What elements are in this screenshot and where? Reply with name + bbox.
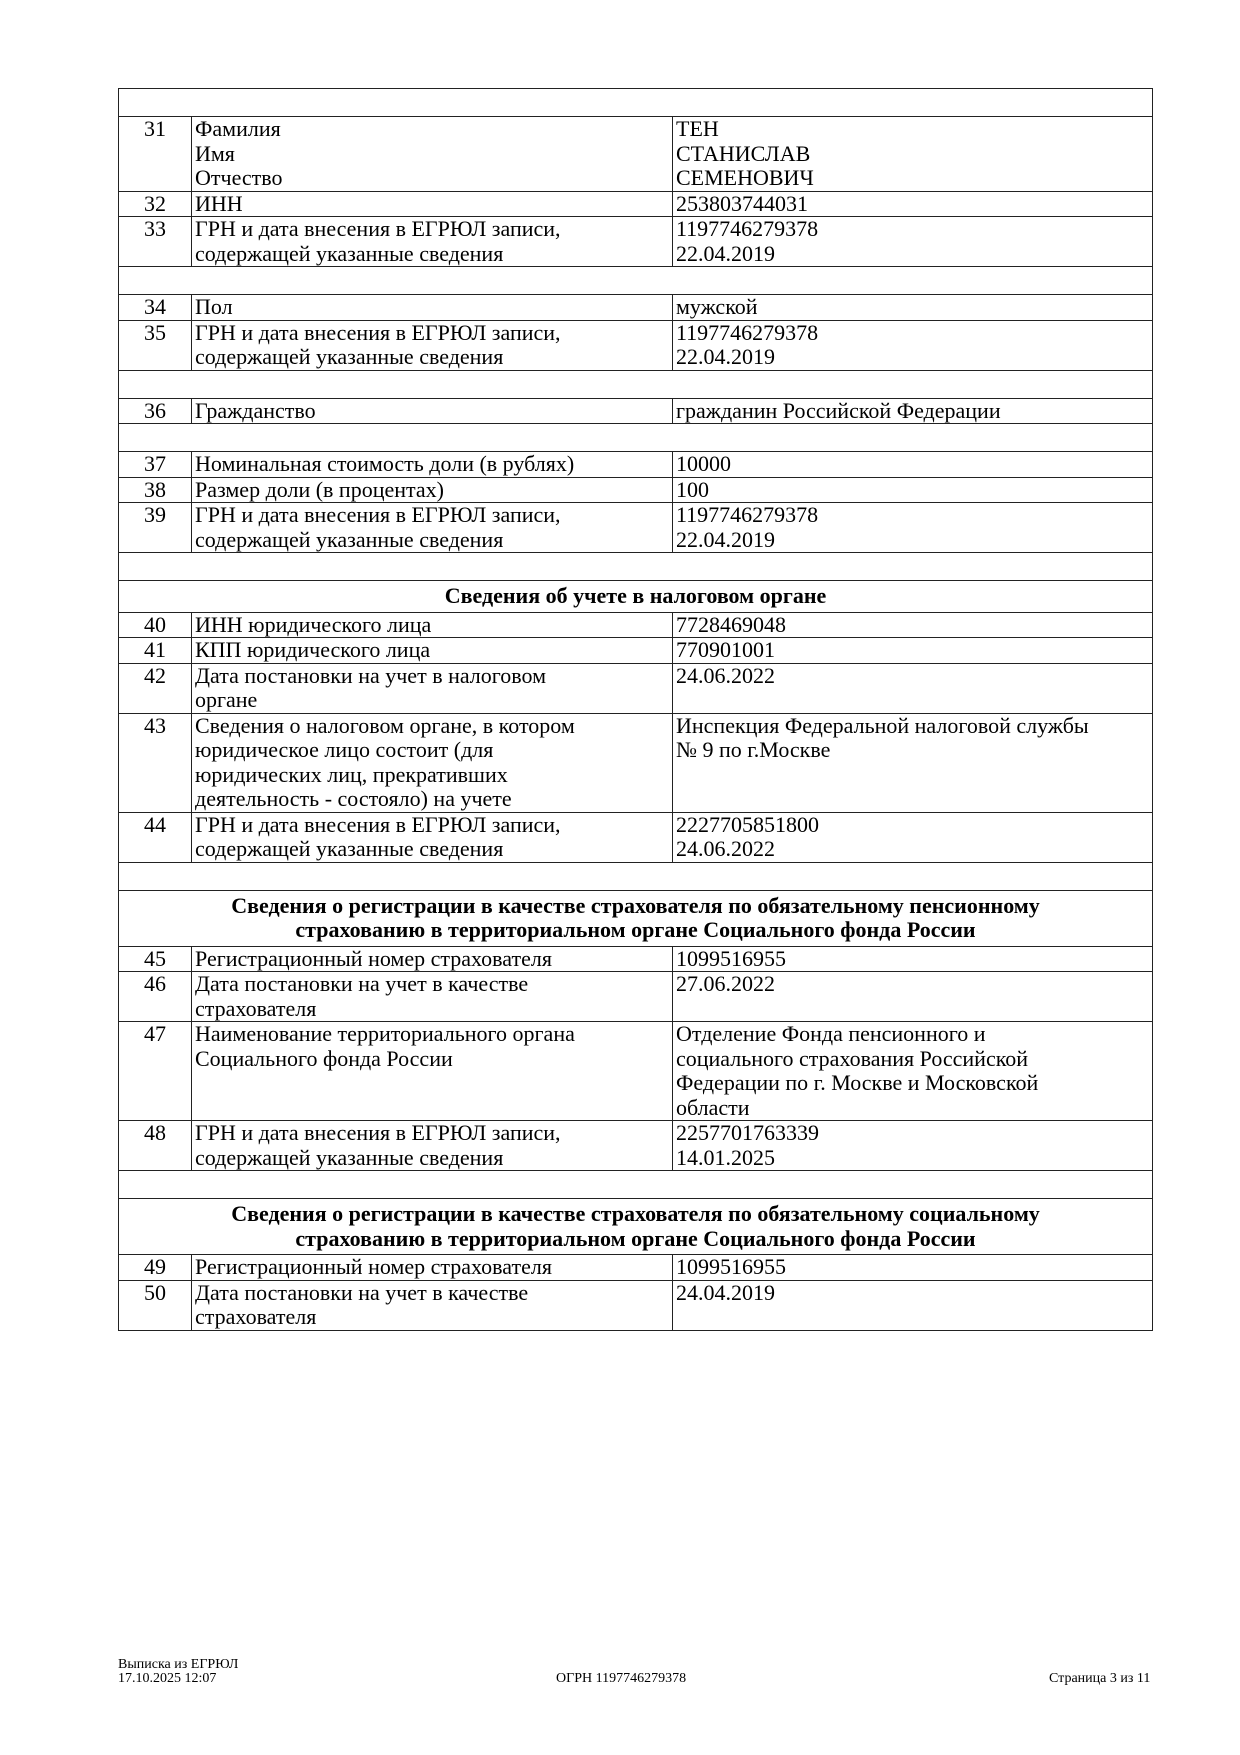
field-value-line: 24.06.2022	[676, 662, 775, 688]
field-label-line: Фамилия	[195, 116, 281, 141]
footer-left	[118, 1658, 238, 1686]
section-title-line: страхованию в территориальном органе Социального фонда России	[295, 917, 976, 942]
row-number: 46	[119, 972, 192, 1022]
field-value	[673, 295, 1153, 321]
field-label-line: содержащей указанные сведения	[195, 1144, 504, 1170]
row-number: 42	[119, 663, 192, 713]
field-value-line: 24.06.2022	[676, 836, 775, 861]
table-row	[119, 1121, 1153, 1171]
section-header-row	[119, 581, 1153, 613]
field-label	[192, 612, 673, 638]
footer-doc-title: Выписка из ЕГРЮЛ	[118, 1657, 239, 1672]
field-value	[673, 398, 1153, 424]
field-label	[192, 713, 673, 812]
field-value	[673, 713, 1153, 812]
section-header-row	[119, 890, 1153, 946]
blank-cell	[119, 370, 1153, 398]
field-value	[673, 1255, 1153, 1281]
field-label-line: содержащей указанные сведения	[195, 344, 504, 369]
field-label-line: содержащей указанные сведения	[195, 526, 504, 552]
field-label	[192, 946, 673, 972]
field-label	[192, 452, 673, 478]
field-value	[673, 320, 1153, 370]
field-label-line: КПП юридического лица	[195, 637, 431, 662]
field-label-line: ГРН и дата внесения в ЕГРЮЛ записи,	[195, 216, 561, 241]
field-label	[192, 1121, 673, 1171]
table-row	[119, 191, 1153, 217]
section-title-line: Сведения о регистрации в качестве страхователя по обязательному социальному	[231, 1201, 1040, 1226]
field-label-line: ГРН и дата внесения в ЕГРЮЛ записи,	[195, 502, 561, 527]
section-title-line: Сведения об учете в налоговом органе	[444, 583, 827, 608]
field-label-line: Пол	[195, 294, 233, 319]
field-value-line: 22.04.2019	[676, 344, 775, 369]
field-label	[192, 320, 673, 370]
table-row	[119, 1280, 1153, 1330]
blank-separator-row	[119, 370, 1153, 398]
table-row	[119, 452, 1153, 478]
field-label-line: юридических лиц, прекративших	[195, 761, 508, 787]
field-value-line: 22.04.2019	[676, 526, 775, 552]
table-row	[119, 812, 1153, 862]
field-label-line: Размер доли (в процентах)	[195, 476, 444, 502]
field-value	[673, 503, 1153, 553]
field-label-line: Номинальная стоимость доли (в рублях)	[195, 451, 575, 476]
field-label	[192, 1255, 673, 1281]
field-label-line: ГРН и дата внесения в ЕГРЮЛ записи,	[195, 319, 561, 345]
field-value-line: Федерации по г. Москве и Московской	[676, 1070, 1039, 1095]
blank-separator-row	[119, 267, 1153, 295]
section-title-line: Сведения о регистрации в качестве страхователя по обязательному пенсионному	[231, 892, 1040, 918]
field-label	[192, 295, 673, 321]
field-label-line: Дата постановки на учет в налоговом	[195, 662, 547, 688]
field-label	[192, 191, 673, 217]
field-label-line: страхователя	[195, 995, 317, 1021]
field-value	[673, 477, 1153, 503]
row-number: 40	[119, 612, 192, 638]
field-value	[673, 812, 1153, 862]
row-number: 33	[119, 217, 192, 267]
field-value-line: 1099516955	[676, 1254, 786, 1279]
footer-datetime: 17.10.2025 12:07	[118, 1671, 217, 1686]
row-number: 32	[119, 191, 192, 217]
egrul-extract-table	[118, 88, 1153, 1331]
row-number: 45	[119, 946, 192, 972]
row-number: 41	[119, 638, 192, 664]
field-value-line: ТЕН	[676, 116, 719, 141]
field-label-line: Регистрационный номер страхователя	[195, 945, 552, 971]
field-value-line: области	[676, 1094, 750, 1120]
blank-cell	[119, 267, 1153, 295]
table-row	[119, 713, 1153, 812]
field-label	[192, 812, 673, 862]
field-label	[192, 398, 673, 424]
blank-separator-row	[119, 862, 1153, 890]
blank-cell	[119, 424, 1153, 452]
field-value	[673, 1280, 1153, 1330]
section-title	[119, 581, 1153, 613]
field-value-line: 253803744031	[676, 190, 808, 216]
table-row	[119, 117, 1153, 192]
field-value-line: 1197746279378	[676, 216, 819, 241]
field-value	[673, 452, 1153, 478]
field-label	[192, 972, 673, 1022]
field-label-line: Регистрационный номер страхователя	[195, 1254, 552, 1279]
field-label-line: деятельность - состояло) на учете	[195, 786, 512, 811]
table-row	[119, 320, 1153, 370]
field-value-line: 14.01.2025	[676, 1144, 775, 1170]
field-label-line: Дата постановки на учет в качестве	[195, 1279, 529, 1305]
row-number: 37	[119, 452, 192, 478]
footer-ogrn: ОГРН 1197746279378	[556, 1671, 687, 1686]
row-number: 36	[119, 398, 192, 424]
blank-cell	[119, 553, 1153, 581]
field-label-line: содержащей указанные сведения	[195, 836, 504, 861]
table-row	[119, 972, 1153, 1022]
field-label	[192, 117, 673, 192]
row-number: 43	[119, 713, 192, 812]
section-title	[119, 1199, 1153, 1255]
field-value	[673, 217, 1153, 267]
field-value-line: мужской	[676, 294, 758, 319]
field-value	[673, 663, 1153, 713]
field-value	[673, 1121, 1153, 1171]
field-value-line: 22.04.2019	[676, 240, 775, 266]
field-value-line: 2257701763339	[676, 1120, 819, 1145]
egrul-table-body	[119, 89, 1153, 1331]
row-number: 31	[119, 117, 192, 192]
field-label	[192, 477, 673, 503]
field-value	[673, 117, 1153, 192]
blank-cell	[119, 89, 1153, 117]
blank-cell	[119, 1171, 1153, 1199]
blank-separator-row	[119, 89, 1153, 117]
blank-separator-row	[119, 1171, 1153, 1199]
section-title	[119, 890, 1153, 946]
field-label-line: Отчество	[195, 165, 283, 190]
field-value-line: 770901001	[676, 637, 775, 662]
field-value	[673, 191, 1153, 217]
field-label	[192, 503, 673, 553]
table-row	[119, 217, 1153, 267]
field-value-line: Отделение Фонда пенсионного и	[676, 1021, 986, 1046]
field-value-line: 10000	[676, 451, 731, 476]
field-value	[673, 946, 1153, 972]
row-number: 48	[119, 1121, 192, 1171]
field-label-line: ИНН	[195, 190, 243, 216]
field-value-line: № 9 по г.Москве	[676, 737, 831, 762]
section-header-row	[119, 1199, 1153, 1255]
field-value-line: 24.04.2019	[676, 1279, 775, 1305]
field-value-line: гражданин Российской Федерации	[676, 397, 1001, 423]
table-row	[119, 638, 1153, 664]
field-label-line: ГРН и дата внесения в ЕГРЮЛ записи,	[195, 811, 561, 837]
field-value-line: Инспекция Федеральной налоговой службы	[676, 712, 1089, 738]
table-row	[119, 1022, 1153, 1121]
field-label-line: ИНН юридического лица	[195, 611, 432, 637]
field-label-line: содержащей указанные сведения	[195, 240, 504, 266]
row-number: 38	[119, 477, 192, 503]
field-value-line: социального страхования Российской	[676, 1045, 1029, 1071]
row-number: 49	[119, 1255, 192, 1281]
field-value-line: СЕМЕНОВИЧ	[676, 165, 814, 190]
field-label-line: Социального фонда России	[195, 1045, 453, 1071]
field-label	[192, 638, 673, 664]
field-label	[192, 663, 673, 713]
field-label-line: Гражданство	[195, 397, 316, 423]
field-label	[192, 217, 673, 267]
field-label-line: органе	[195, 687, 258, 712]
field-value	[673, 638, 1153, 664]
field-value-line: СТАНИСЛАВ	[676, 140, 811, 166]
field-label-line: страхователя	[195, 1304, 317, 1329]
field-value-line: 100	[676, 476, 709, 502]
field-value-line: 1197746279378	[676, 319, 819, 345]
field-value	[673, 972, 1153, 1022]
field-label-line: Дата постановки на учет в качестве	[195, 971, 529, 996]
table-row	[119, 398, 1153, 424]
field-value	[673, 612, 1153, 638]
table-row	[119, 946, 1153, 972]
field-label-line: ГРН и дата внесения в ЕГРЮЛ записи,	[195, 1120, 561, 1145]
blank-separator-row	[119, 553, 1153, 581]
field-value-line: 1197746279378	[676, 502, 819, 527]
table-row	[119, 477, 1153, 503]
row-number: 47	[119, 1022, 192, 1121]
row-number: 44	[119, 812, 192, 862]
field-value	[673, 1022, 1153, 1121]
table-row	[119, 612, 1153, 638]
field-value-line: 2227705851800	[676, 811, 819, 837]
row-number: 50	[119, 1280, 192, 1330]
field-label-line: Сведения о налоговом органе, в котором	[195, 712, 575, 738]
row-number: 39	[119, 503, 192, 553]
field-value-line: 27.06.2022	[676, 971, 775, 996]
field-value-line: 7728469048	[676, 611, 786, 637]
blank-separator-row	[119, 424, 1153, 452]
table-row	[119, 1255, 1153, 1281]
field-label	[192, 1022, 673, 1121]
footer-page-number: Страница 3 из 11	[1049, 1671, 1151, 1686]
field-value-line: 1099516955	[676, 945, 786, 971]
row-number: 34	[119, 295, 192, 321]
row-number: 35	[119, 320, 192, 370]
table-row	[119, 295, 1153, 321]
table-row	[119, 503, 1153, 553]
field-label	[192, 1280, 673, 1330]
field-label-line: Имя	[195, 140, 235, 166]
blank-cell	[119, 862, 1153, 890]
field-label-line: юридическое лицо состоит (для	[195, 737, 494, 762]
table-row	[119, 663, 1153, 713]
field-label-line: Наименование территориального органа	[195, 1021, 575, 1046]
section-title-line: страхованию в территориальном органе Социального фонда России	[295, 1225, 976, 1251]
